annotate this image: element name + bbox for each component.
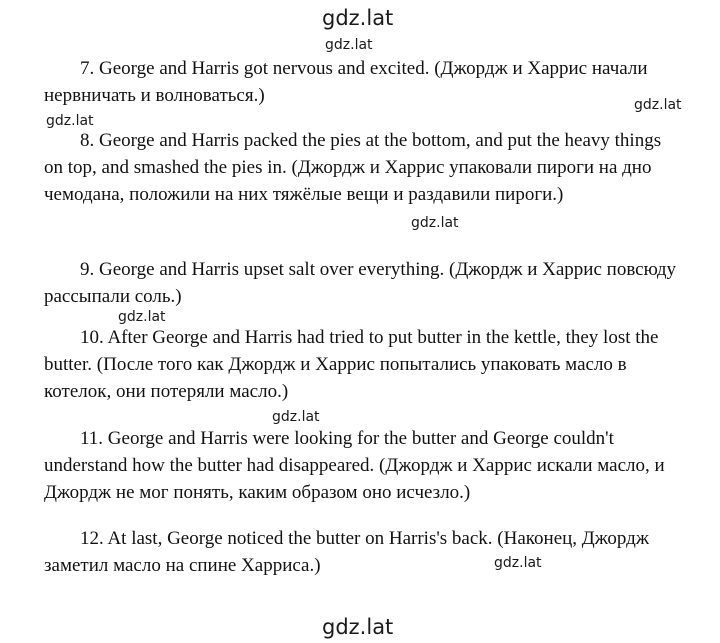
paragraph-7: 7. George and Harris got nervous and excited. (Джордж и Харрис начали нервничать и волноваться.) <box>44 58 648 106</box>
watermark: gdz.lat <box>325 37 373 53</box>
watermark: gdz.lat <box>494 555 542 571</box>
paragraph-11: 11. George and Harris were looking for the butter and George couldn't understand how the butter had disappeared. (Джордж и Харрис искали масло, и Джордж не мог понять, каким образом оно исчезло.) <box>44 428 665 503</box>
watermark: gdz.lat <box>634 97 682 113</box>
paragraph-10: 10. After George and Harris had tried to put butter in the kettle, they lost the butter. (После того как Джордж и Харрис попытались упаковать масло в котелок, они потеряли масло.) <box>44 327 659 402</box>
watermark-top: gdz.lat <box>322 6 394 30</box>
paragraph-12: 12. At last, George noticed the butter on Harris's back. (Наконец, Джордж заметил масло на спине Харриса.) <box>44 528 649 576</box>
watermark-bottom: gdz.lat <box>322 615 394 639</box>
watermark: gdz.lat <box>46 113 94 129</box>
paragraph-9: 9. George and Harris upset salt over everything. (Джордж и Харрис повсюду рассыпали соль.) <box>44 259 677 307</box>
watermark: gdz.lat <box>272 409 320 425</box>
paragraph-8: 8. George and Harris packed the pies at the bottom, and put the heavy things on top, and smashed the pies in. (Джордж и Харрис упаковали пироги на дно чемодана, положили на них тяжёлые вещи и раздавили пироги.) <box>44 130 662 205</box>
watermark: gdz.lat <box>411 215 459 231</box>
watermark: gdz.lat <box>118 309 166 325</box>
